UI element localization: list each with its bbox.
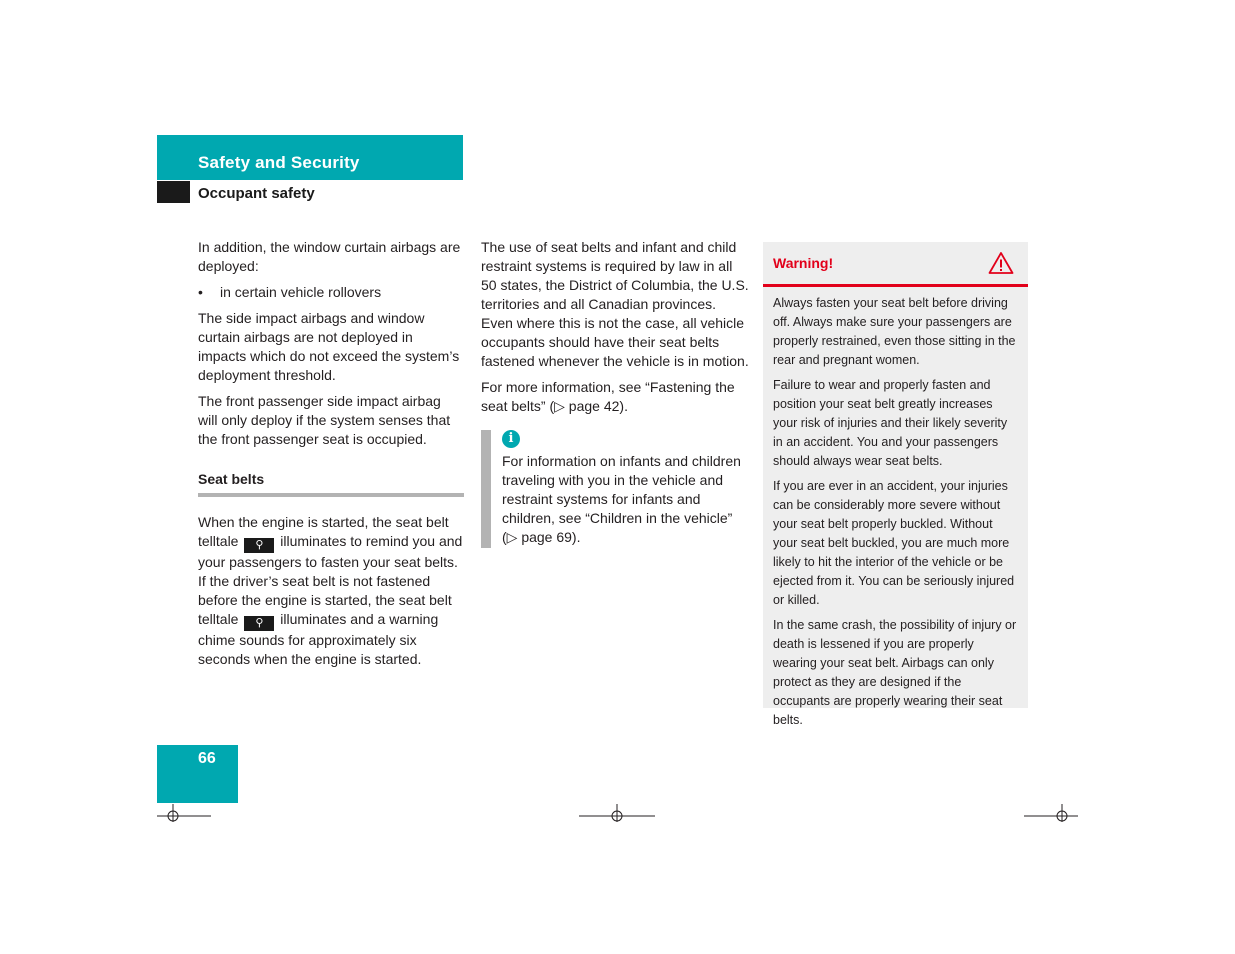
text-run: illuminates and a warning chime sounds for approximately six seconds when the engine is started.	[198, 611, 439, 667]
column-middle	[481, 238, 749, 547]
warning-body	[763, 287, 1028, 730]
text-run: illuminates to remind you and your passengers to fasten your seat belts. If the driver’s seat belt is not fastened before the engine is started, the seat belt telltale	[198, 533, 463, 627]
info-text: For information on infants and children traveling with you in the vehicle and restraint systems for infants and children, see “Children in the vehicle” (▷ page 69).	[502, 453, 741, 545]
seat-belt-telltale-icon: ⚲	[244, 538, 274, 553]
warning-header	[763, 242, 1028, 287]
section-heading-seat-belts: Seat belts	[198, 470, 464, 497]
paragraph-telltale	[198, 513, 464, 669]
paragraph: The front passenger side impact airbag will only deploy if the system senses that the front passenger seat is occupied.	[198, 393, 451, 447]
subsection-marker	[157, 181, 190, 203]
warning-paragraph: Always fasten your seat belt before driving off. Always make sure your passengers are properly restrained, even those sitting in the rear and pregnant women.	[773, 296, 1016, 367]
paragraph: In addition, the window curtain airbags are deployed:	[198, 239, 461, 274]
warning-paragraph: In the same crash, the possibility of injury or death is lessened if you are properly wearing your seat belt. Airbags can only protect as they are designed if the occupants are properly wearing their seat belts.	[773, 618, 1017, 727]
paragraph: The side impact airbags and window curtain airbags are not deployed in impacts which do not exceed the system’s deployment threshold.	[198, 310, 460, 383]
text-run: When the engine is started, the seat belt telltale	[198, 514, 449, 549]
warning-label: Warning!	[773, 255, 834, 271]
column-left	[198, 238, 464, 676]
seat-belt-telltale-icon: ⚲	[244, 616, 274, 631]
bullet-text: in certain vehicle rollovers	[220, 284, 382, 300]
warning-paragraph: If you are ever in an accident, your injuries can be considerably more severe without your seat belt properly buckled. Without your seat belt buckled, you are much more likely to hit the interior of the vehicle or be ejected from it. You can be seriously injured or killed.	[773, 479, 1015, 607]
bullet-item	[198, 283, 464, 302]
bullet-icon: •	[198, 284, 203, 300]
crop-mark-icon	[157, 802, 211, 822]
crop-mark-icon	[1024, 802, 1078, 822]
info-icon: i	[502, 430, 520, 448]
page-number: 66	[198, 750, 216, 767]
warning-triangle-icon	[988, 251, 1014, 275]
warning-box	[763, 242, 1028, 727]
paragraph-link: For more information, see “Fastening the seat belts” (▷ page 42).	[481, 379, 735, 414]
info-note	[481, 430, 749, 547]
warning-paragraph: Failure to wear and properly fasten and position your seat belt greatly increases your risk of injuries and their likely severity in an accident. You and your passengers should always wear seat belts.	[773, 378, 1008, 468]
paragraph: The use of seat belts and infant and child restraint systems is required by law in all 50 states, the District of Columbia, the U.S. territories and all Canadian provinces. Even where this is not the case, all vehicle occupants should have their seat belts fastened whenever the vehicle is in motion.	[481, 239, 749, 369]
section-title: Safety and Security	[198, 153, 360, 172]
crop-mark-icon	[579, 802, 655, 822]
subsection-title: Occupant safety	[198, 185, 315, 202]
info-bar	[481, 430, 491, 548]
